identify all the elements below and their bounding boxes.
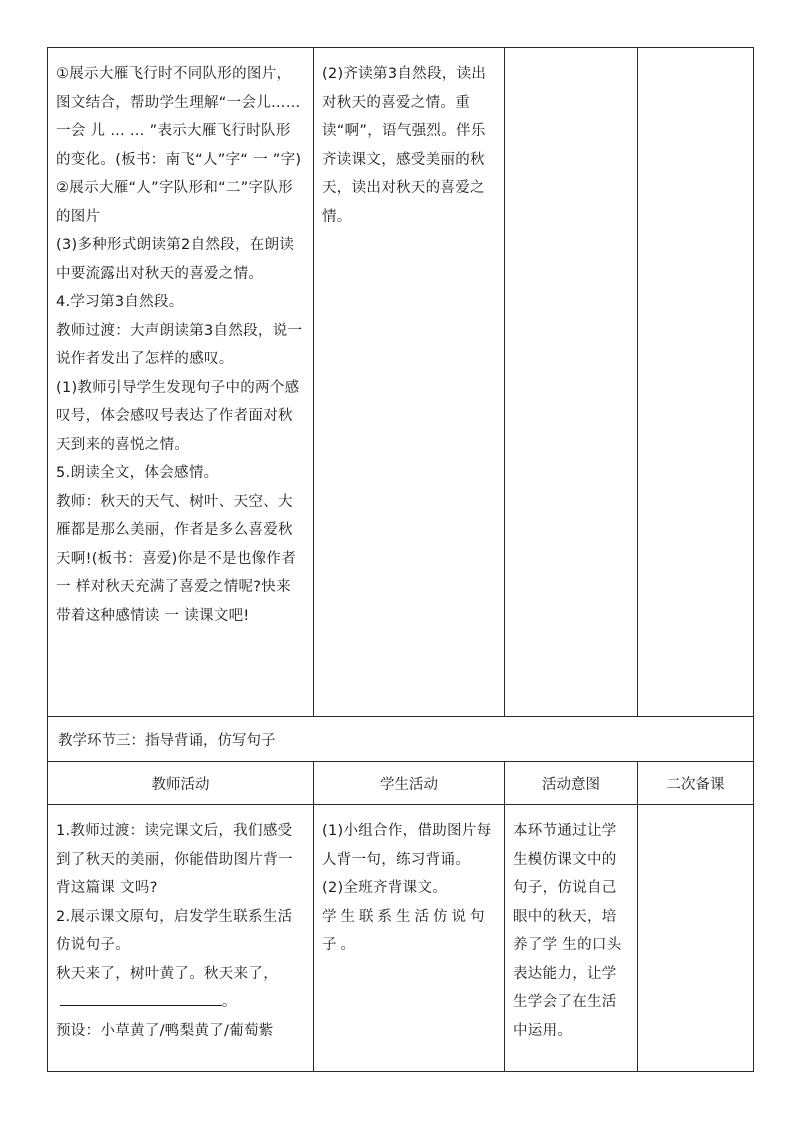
paragraph: 4.学习第3自然段。 [56,294,184,310]
paragraph: 教师：秋天的天气、树叶、天空、大雁都是那么美丽，作者是多么喜爱秋天啊!(板书：喜爱)你是不是也像作者 一 样对秋天充满了喜爱之情呢?快来带着这种感情读 一 读课文吧! [56,493,297,624]
paragraph: 5.朗读全文，体会感情。 [56,465,219,481]
teacher-activity-cell [48,48,314,717]
header-row [48,762,754,805]
period: 。 [222,994,237,1010]
fill-blank-line [56,988,305,1017]
header-student: 学生活动 [314,762,505,805]
continuation-row [48,48,754,717]
paragraph: 本环节通过让学生模仿课文中的句子，仿说自己眼中的秋天，培养了学 生的口头表达能力，让学生学会了在生活中运用。 [513,823,622,1039]
paragraph: 秋天来了，树叶黄了。秋天来了， [56,965,278,982]
paragraph: (2)全班齐背课文。 [322,880,448,896]
paragraph: (2)齐读第3自然段，读出对秋天的喜爱之情。重读“啊”，语气强烈。伴乐齐读课文，感受美丽的秋天，读出对秋天的喜爱之情。 [322,66,487,225]
paragraph: 1.教师过渡：读完课文后，我们感受到了秋天的美丽，你能借助图片背一背这篇课 文吗? [56,823,293,896]
header-prep: 二次备课 [638,762,754,805]
paragraph: 预设：小草黄了/鸭梨黄了/葡萄紫 [56,1022,274,1039]
student-activity-cell [314,805,505,1072]
student-activity-cell [314,48,505,717]
lesson-plan-table [47,47,754,1072]
blank-underline [60,1004,222,1006]
teacher-activity-cell [48,805,314,1072]
activity-row [48,805,754,1072]
paragraph: 学生联系生活仿说句子。 [322,908,489,953]
paragraph: ②展示大雁“人”字队形和“二”字队形的图片 [56,180,293,225]
intent-cell [505,805,638,1072]
paragraph: 教师过渡：大声朗读第3自然段，说一说作者发出了怎样的感叹。 [56,322,303,367]
paragraph: (3)多种形式朗读第2自然段，在朗读中要流露出对秋天的喜爱之情。 [56,237,295,282]
paragraph: ①展示大雁飞行时不同队形的图片，图文结合，帮助学生理解“一会儿……一会 儿 … … ”表示大雁飞行时队形的变化。(板书：南飞“人”字“ 一 ”字) [56,66,302,168]
second-prep-cell [638,805,754,1072]
paragraph: 2.展示课文原句，启发学生联系生活仿说句子。 [56,908,293,953]
section-title: 教学环节三：指导背诵，仿写句子 [48,717,754,762]
paragraph: (1)小组合作，借助图片每人背一句，练习背诵。 [322,823,492,868]
section-row [48,717,754,762]
paragraph: (1)教师引导学生发现句子中的两个感叹号，体会感叹号表达了作者面对秋天到来的喜悦之情。 [56,379,300,453]
header-intent: 活动意图 [505,762,638,805]
header-teacher: 教师活动 [48,762,314,805]
intent-cell [505,48,638,717]
second-prep-cell [638,48,754,717]
